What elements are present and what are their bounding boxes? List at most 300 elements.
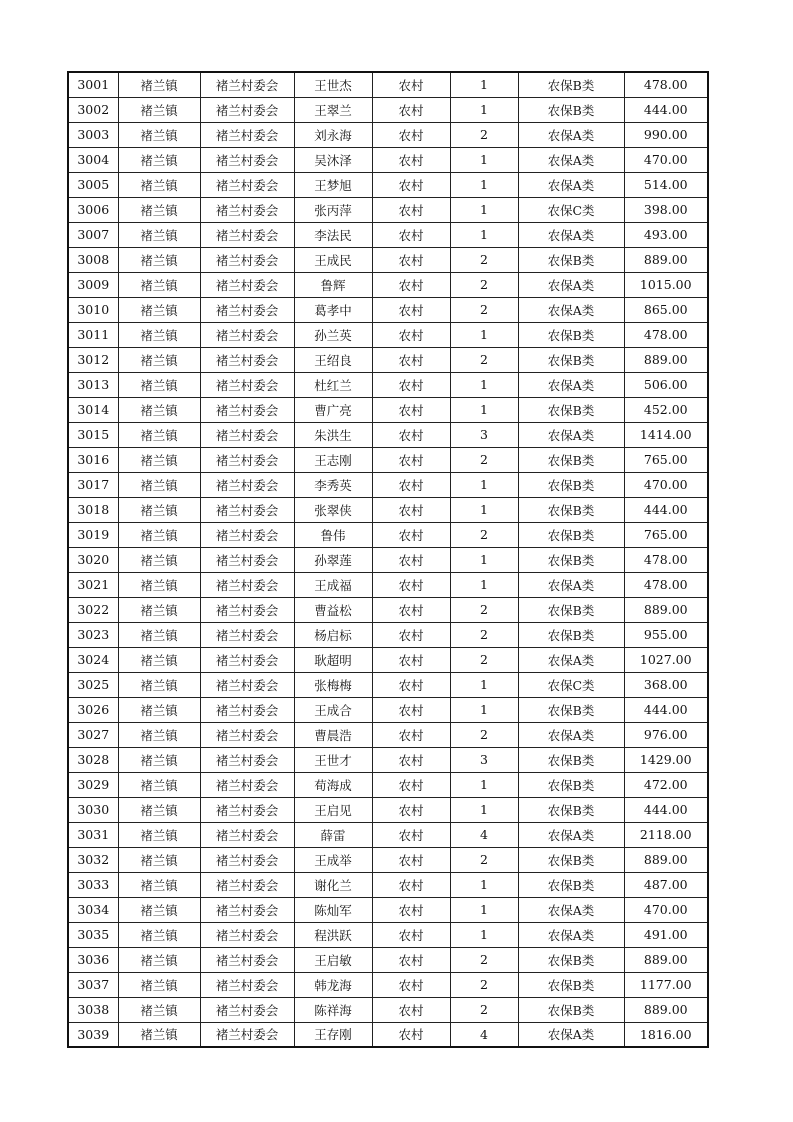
record-number-cell: 3023: [68, 622, 118, 647]
amount-cell: 368.00: [624, 672, 708, 697]
household-type-cell: 农村: [372, 672, 450, 697]
town-cell: 褚兰镇: [118, 997, 200, 1022]
insurance-category-cell: 农保A类: [518, 897, 624, 922]
record-number-cell: 3004: [68, 147, 118, 172]
household-type-cell: 农村: [372, 697, 450, 722]
member-count-cell: 1: [450, 322, 518, 347]
member-count-cell: 1: [450, 897, 518, 922]
person-name-cell: 曹益松: [294, 597, 372, 622]
amount-cell: 990.00: [624, 122, 708, 147]
record-number-cell: 3009: [68, 272, 118, 297]
household-type-cell: 农村: [372, 472, 450, 497]
household-type-cell: 农村: [372, 622, 450, 647]
town-cell: 褚兰镇: [118, 547, 200, 572]
record-number-cell: 3024: [68, 647, 118, 672]
town-cell: 褚兰镇: [118, 722, 200, 747]
town-cell: 褚兰镇: [118, 797, 200, 822]
record-number-cell: 3039: [68, 1022, 118, 1047]
person-name-cell: 陈祥海: [294, 997, 372, 1022]
table-row: [68, 147, 708, 172]
table-row: [68, 947, 708, 972]
record-number-cell: 3010: [68, 297, 118, 322]
table-row: [68, 222, 708, 247]
table-row: [68, 997, 708, 1022]
village-committee-cell: 褚兰村委会: [200, 822, 294, 847]
member-count-cell: 4: [450, 1022, 518, 1047]
insurance-category-cell: 农保B类: [518, 797, 624, 822]
record-number-cell: 3028: [68, 747, 118, 772]
member-count-cell: 2: [450, 647, 518, 672]
town-cell: 褚兰镇: [118, 572, 200, 597]
member-count-cell: 1: [450, 472, 518, 497]
village-committee-cell: 褚兰村委会: [200, 497, 294, 522]
person-name-cell: 王绍良: [294, 347, 372, 372]
table-row: [68, 797, 708, 822]
amount-cell: 493.00: [624, 222, 708, 247]
person-name-cell: 王成合: [294, 697, 372, 722]
member-count-cell: 3: [450, 422, 518, 447]
person-name-cell: 李秀英: [294, 472, 372, 497]
person-name-cell: 王存刚: [294, 1022, 372, 1047]
member-count-cell: 1: [450, 672, 518, 697]
amount-cell: 889.00: [624, 247, 708, 272]
town-cell: 褚兰镇: [118, 747, 200, 772]
person-name-cell: 王成举: [294, 847, 372, 872]
table-row: [68, 197, 708, 222]
record-number-cell: 3016: [68, 447, 118, 472]
record-number-cell: 3018: [68, 497, 118, 522]
town-cell: 褚兰镇: [118, 272, 200, 297]
member-count-cell: 1: [450, 872, 518, 897]
person-name-cell: 陈灿军: [294, 897, 372, 922]
amount-cell: 444.00: [624, 97, 708, 122]
village-committee-cell: 褚兰村委会: [200, 622, 294, 647]
village-committee-cell: 褚兰村委会: [200, 347, 294, 372]
member-count-cell: 1: [450, 97, 518, 122]
member-count-cell: 2: [450, 847, 518, 872]
town-cell: 褚兰镇: [118, 147, 200, 172]
insurance-category-cell: 农保A类: [518, 172, 624, 197]
amount-cell: 514.00: [624, 172, 708, 197]
household-type-cell: 农村: [372, 922, 450, 947]
record-number-cell: 3035: [68, 922, 118, 947]
insurance-category-cell: 农保A类: [518, 297, 624, 322]
amount-cell: 889.00: [624, 597, 708, 622]
insurance-category-cell: 农保B类: [518, 872, 624, 897]
town-cell: 褚兰镇: [118, 947, 200, 972]
insurance-category-cell: 农保B类: [518, 472, 624, 497]
insurance-category-cell: 农保B类: [518, 972, 624, 997]
record-number-cell: 3002: [68, 97, 118, 122]
member-count-cell: 1: [450, 797, 518, 822]
person-name-cell: 曹广亮: [294, 397, 372, 422]
member-count-cell: 1: [450, 697, 518, 722]
village-committee-cell: 褚兰村委会: [200, 447, 294, 472]
town-cell: 褚兰镇: [118, 322, 200, 347]
amount-cell: 889.00: [624, 997, 708, 1022]
insurance-category-cell: 农保B类: [518, 322, 624, 347]
record-number-cell: 3029: [68, 772, 118, 797]
member-count-cell: 2: [450, 522, 518, 547]
household-type-cell: 农村: [372, 172, 450, 197]
insurance-category-cell: 农保A类: [518, 122, 624, 147]
village-committee-cell: 褚兰村委会: [200, 797, 294, 822]
person-name-cell: 杜红兰: [294, 372, 372, 397]
table-row: [68, 547, 708, 572]
member-count-cell: 2: [450, 347, 518, 372]
record-number-cell: 3001: [68, 72, 118, 97]
town-cell: 褚兰镇: [118, 247, 200, 272]
member-count-cell: 2: [450, 122, 518, 147]
member-count-cell: 2: [450, 947, 518, 972]
table-row: [68, 597, 708, 622]
insurance-category-cell: 农保A类: [518, 372, 624, 397]
amount-cell: 1177.00: [624, 972, 708, 997]
household-type-cell: 农村: [372, 147, 450, 172]
table-row: [68, 672, 708, 697]
household-type-cell: 农村: [372, 347, 450, 372]
village-committee-cell: 褚兰村委会: [200, 572, 294, 597]
record-number-cell: 3014: [68, 397, 118, 422]
town-cell: 褚兰镇: [118, 347, 200, 372]
table-row: [68, 522, 708, 547]
village-committee-cell: 褚兰村委会: [200, 872, 294, 897]
record-number-cell: 3036: [68, 947, 118, 972]
household-type-cell: 农村: [372, 872, 450, 897]
table-row: [68, 272, 708, 297]
person-name-cell: 王世杰: [294, 72, 372, 97]
village-committee-cell: 褚兰村委会: [200, 947, 294, 972]
amount-cell: 444.00: [624, 797, 708, 822]
village-committee-cell: 褚兰村委会: [200, 72, 294, 97]
member-count-cell: 1: [450, 222, 518, 247]
table-row: [68, 297, 708, 322]
town-cell: 褚兰镇: [118, 372, 200, 397]
amount-cell: 1027.00: [624, 647, 708, 672]
town-cell: 褚兰镇: [118, 72, 200, 97]
village-committee-cell: 褚兰村委会: [200, 847, 294, 872]
table-row: [68, 972, 708, 997]
record-number-cell: 3031: [68, 822, 118, 847]
insurance-category-cell: 农保B类: [518, 397, 624, 422]
table-row: [68, 922, 708, 947]
member-count-cell: 2: [450, 272, 518, 297]
household-type-cell: 农村: [372, 297, 450, 322]
insurance-category-cell: 农保A类: [518, 572, 624, 597]
table-row: [68, 847, 708, 872]
amount-cell: 506.00: [624, 372, 708, 397]
household-type-cell: 农村: [372, 197, 450, 222]
insurance-category-cell: 农保B类: [518, 597, 624, 622]
table-row: [68, 172, 708, 197]
record-number-cell: 3025: [68, 672, 118, 697]
household-type-cell: 农村: [372, 722, 450, 747]
household-type-cell: 农村: [372, 222, 450, 247]
table-row: [68, 497, 708, 522]
insurance-category-cell: 农保B类: [518, 747, 624, 772]
insurance-category-cell: 农保A类: [518, 272, 624, 297]
table-row: [68, 647, 708, 672]
town-cell: 褚兰镇: [118, 172, 200, 197]
record-number-cell: 3003: [68, 122, 118, 147]
person-name-cell: 葛孝中: [294, 297, 372, 322]
table-row: [68, 97, 708, 122]
household-type-cell: 农村: [372, 447, 450, 472]
amount-cell: 478.00: [624, 72, 708, 97]
amount-cell: 2118.00: [624, 822, 708, 847]
household-type-cell: 农村: [372, 947, 450, 972]
household-type-cell: 农村: [372, 847, 450, 872]
person-name-cell: 韩龙海: [294, 972, 372, 997]
record-number-cell: 3021: [68, 572, 118, 597]
member-count-cell: 2: [450, 722, 518, 747]
town-cell: 褚兰镇: [118, 697, 200, 722]
person-name-cell: 王成民: [294, 247, 372, 272]
amount-cell: 470.00: [624, 897, 708, 922]
insurance-category-cell: 农保A类: [518, 922, 624, 947]
table-row: [68, 72, 708, 97]
insurance-category-cell: 农保B类: [518, 97, 624, 122]
record-number-cell: 3005: [68, 172, 118, 197]
insurance-category-cell: 农保B类: [518, 447, 624, 472]
insurance-category-cell: 农保C类: [518, 197, 624, 222]
insurance-category-cell: 农保A类: [518, 422, 624, 447]
village-committee-cell: 褚兰村委会: [200, 322, 294, 347]
village-committee-cell: 褚兰村委会: [200, 172, 294, 197]
record-number-cell: 3022: [68, 597, 118, 622]
household-type-cell: 农村: [372, 97, 450, 122]
amount-cell: 398.00: [624, 197, 708, 222]
household-type-cell: 农村: [372, 522, 450, 547]
insurance-category-cell: 农保A类: [518, 222, 624, 247]
person-name-cell: 王启见: [294, 797, 372, 822]
person-name-cell: 孙翠莲: [294, 547, 372, 572]
household-type-cell: 农村: [372, 747, 450, 772]
record-number-cell: 3034: [68, 897, 118, 922]
village-committee-cell: 褚兰村委会: [200, 297, 294, 322]
insurance-category-cell: 农保B类: [518, 247, 624, 272]
amount-cell: 478.00: [624, 322, 708, 347]
member-count-cell: 1: [450, 772, 518, 797]
village-committee-cell: 褚兰村委会: [200, 972, 294, 997]
person-name-cell: 荀海成: [294, 772, 372, 797]
household-type-cell: 农村: [372, 72, 450, 97]
insurance-category-cell: 农保A类: [518, 722, 624, 747]
amount-cell: 765.00: [624, 522, 708, 547]
amount-cell: 889.00: [624, 947, 708, 972]
village-committee-cell: 褚兰村委会: [200, 747, 294, 772]
town-cell: 褚兰镇: [118, 897, 200, 922]
household-type-cell: 农村: [372, 272, 450, 297]
village-committee-cell: 褚兰村委会: [200, 647, 294, 672]
amount-cell: 1015.00: [624, 272, 708, 297]
insurance-category-cell: 农保B类: [518, 497, 624, 522]
record-number-cell: 3012: [68, 347, 118, 372]
person-name-cell: 薛雷: [294, 822, 372, 847]
amount-cell: 976.00: [624, 722, 708, 747]
household-type-cell: 农村: [372, 247, 450, 272]
village-committee-cell: 褚兰村委会: [200, 272, 294, 297]
village-committee-cell: 褚兰村委会: [200, 522, 294, 547]
person-name-cell: 吴沐泽: [294, 147, 372, 172]
insurance-category-cell: 农保B类: [518, 947, 624, 972]
town-cell: 褚兰镇: [118, 597, 200, 622]
town-cell: 褚兰镇: [118, 122, 200, 147]
table-row: [68, 572, 708, 597]
table-row: [68, 122, 708, 147]
person-name-cell: 王翠兰: [294, 97, 372, 122]
town-cell: 褚兰镇: [118, 922, 200, 947]
household-type-cell: 农村: [372, 547, 450, 572]
member-count-cell: 2: [450, 622, 518, 647]
town-cell: 褚兰镇: [118, 197, 200, 222]
household-type-cell: 农村: [372, 972, 450, 997]
household-type-cell: 农村: [372, 797, 450, 822]
town-cell: 褚兰镇: [118, 222, 200, 247]
village-committee-cell: 褚兰村委会: [200, 197, 294, 222]
table-row: [68, 472, 708, 497]
town-cell: 褚兰镇: [118, 972, 200, 997]
town-cell: 褚兰镇: [118, 447, 200, 472]
town-cell: 褚兰镇: [118, 672, 200, 697]
town-cell: 褚兰镇: [118, 472, 200, 497]
insurance-category-cell: 农保B类: [518, 347, 624, 372]
person-name-cell: 张翠侠: [294, 497, 372, 522]
village-committee-cell: 褚兰村委会: [200, 597, 294, 622]
record-number-cell: 3026: [68, 697, 118, 722]
village-committee-cell: 褚兰村委会: [200, 722, 294, 747]
insurance-category-cell: 农保B类: [518, 547, 624, 572]
member-count-cell: 1: [450, 372, 518, 397]
town-cell: 褚兰镇: [118, 297, 200, 322]
member-count-cell: 1: [450, 72, 518, 97]
town-cell: 褚兰镇: [118, 1022, 200, 1047]
insurance-category-cell: 农保B类: [518, 522, 624, 547]
household-type-cell: 农村: [372, 647, 450, 672]
record-number-cell: 3020: [68, 547, 118, 572]
person-name-cell: 王世才: [294, 747, 372, 772]
person-name-cell: 鲁辉: [294, 272, 372, 297]
insurance-category-cell: 农保A类: [518, 822, 624, 847]
record-number-cell: 3030: [68, 797, 118, 822]
amount-cell: 955.00: [624, 622, 708, 647]
record-number-cell: 3011: [68, 322, 118, 347]
table-row: [68, 747, 708, 772]
household-type-cell: 农村: [372, 997, 450, 1022]
person-name-cell: 王启敏: [294, 947, 372, 972]
member-count-cell: 3: [450, 747, 518, 772]
record-number-cell: 3032: [68, 847, 118, 872]
table-row: [68, 897, 708, 922]
person-name-cell: 曹晨浩: [294, 722, 372, 747]
village-committee-cell: 褚兰村委会: [200, 97, 294, 122]
household-type-cell: 农村: [372, 1022, 450, 1047]
table-body: [68, 72, 708, 1047]
record-number-cell: 3019: [68, 522, 118, 547]
person-name-cell: 程洪跃: [294, 922, 372, 947]
village-committee-cell: 褚兰村委会: [200, 897, 294, 922]
town-cell: 褚兰镇: [118, 772, 200, 797]
village-committee-cell: 褚兰村委会: [200, 472, 294, 497]
table-row: [68, 247, 708, 272]
member-count-cell: 1: [450, 147, 518, 172]
household-type-cell: 农村: [372, 397, 450, 422]
amount-cell: 478.00: [624, 547, 708, 572]
member-count-cell: 4: [450, 822, 518, 847]
table-row: [68, 772, 708, 797]
person-name-cell: 李法民: [294, 222, 372, 247]
village-committee-cell: 褚兰村委会: [200, 397, 294, 422]
record-number-cell: 3027: [68, 722, 118, 747]
table-row: [68, 622, 708, 647]
household-type-cell: 农村: [372, 422, 450, 447]
table-row: [68, 397, 708, 422]
table-row: [68, 422, 708, 447]
amount-cell: 1429.00: [624, 747, 708, 772]
person-name-cell: 鲁伟: [294, 522, 372, 547]
amount-cell: 487.00: [624, 872, 708, 897]
village-committee-cell: 褚兰村委会: [200, 1022, 294, 1047]
table-row: [68, 372, 708, 397]
member-count-cell: 1: [450, 397, 518, 422]
insurance-category-cell: 农保A类: [518, 647, 624, 672]
town-cell: 褚兰镇: [118, 97, 200, 122]
person-name-cell: 张丙萍: [294, 197, 372, 222]
amount-cell: 1414.00: [624, 422, 708, 447]
person-name-cell: 耿超明: [294, 647, 372, 672]
record-number-cell: 3037: [68, 972, 118, 997]
household-type-cell: 农村: [372, 772, 450, 797]
town-cell: 褚兰镇: [118, 422, 200, 447]
record-number-cell: 3038: [68, 997, 118, 1022]
insurance-category-cell: 农保B类: [518, 72, 624, 97]
member-count-cell: 2: [450, 297, 518, 322]
insurance-category-cell: 农保A类: [518, 1022, 624, 1047]
village-committee-cell: 褚兰村委会: [200, 122, 294, 147]
amount-cell: 865.00: [624, 297, 708, 322]
record-number-cell: 3013: [68, 372, 118, 397]
amount-cell: 452.00: [624, 397, 708, 422]
insurance-category-cell: 农保B类: [518, 772, 624, 797]
table-row: [68, 1022, 708, 1047]
member-count-cell: 1: [450, 197, 518, 222]
record-number-cell: 3006: [68, 197, 118, 222]
household-type-cell: 农村: [372, 322, 450, 347]
amount-cell: 444.00: [624, 697, 708, 722]
insurance-category-cell: 农保B类: [518, 847, 624, 872]
amount-cell: 470.00: [624, 147, 708, 172]
town-cell: 褚兰镇: [118, 522, 200, 547]
village-committee-cell: 褚兰村委会: [200, 997, 294, 1022]
household-type-cell: 农村: [372, 122, 450, 147]
person-name-cell: 朱洪生: [294, 422, 372, 447]
person-name-cell: 张梅梅: [294, 672, 372, 697]
record-number-cell: 3015: [68, 422, 118, 447]
insurance-category-cell: 农保A类: [518, 147, 624, 172]
town-cell: 褚兰镇: [118, 647, 200, 672]
town-cell: 褚兰镇: [118, 397, 200, 422]
amount-cell: 889.00: [624, 847, 708, 872]
member-count-cell: 1: [450, 922, 518, 947]
village-committee-cell: 褚兰村委会: [200, 697, 294, 722]
table-row: [68, 322, 708, 347]
amount-cell: 472.00: [624, 772, 708, 797]
town-cell: 褚兰镇: [118, 497, 200, 522]
table-row: [68, 872, 708, 897]
person-name-cell: 刘永海: [294, 122, 372, 147]
town-cell: 褚兰镇: [118, 822, 200, 847]
person-name-cell: 孙兰英: [294, 322, 372, 347]
